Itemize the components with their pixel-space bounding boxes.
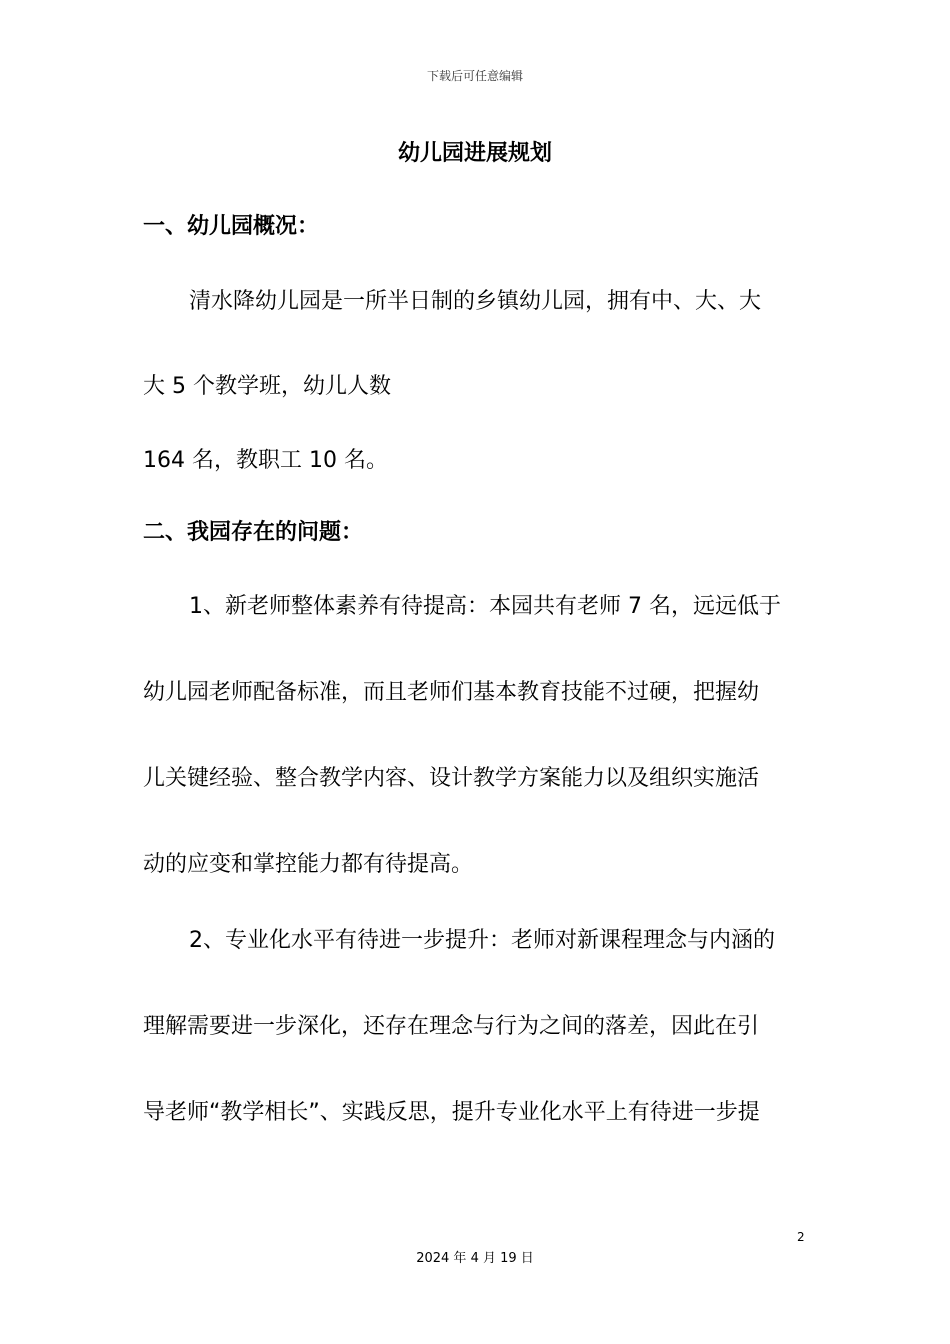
section-heading-problems: 二、我园存在的问题： bbox=[143, 520, 364, 545]
paragraph-line: 大 5 个教学班，幼儿人数 bbox=[143, 374, 391, 399]
section-heading-overview: 一、幼儿园概况： bbox=[143, 214, 320, 239]
paragraph-line: 动的应变和掌控能力都有待提高。 bbox=[143, 852, 474, 877]
paragraph-line: 清水降幼儿园是一所半日制的乡镇幼儿园，拥有中、大、大 bbox=[189, 289, 762, 314]
paragraph-line: 理解需要进一步深化，还存在理念与行为之间的落差，因此在引 bbox=[143, 1014, 760, 1039]
paragraph-line: 2、专业化水平有待进一步提升：老师对新课程理念与内涵的 bbox=[189, 928, 775, 953]
paragraph-line: 幼儿园老师配备标准，而且老师们基本教育技能不过硬，把握幼 bbox=[143, 680, 760, 705]
header-note: 下载后可任意编辑 bbox=[426, 69, 523, 83]
paragraph-line: 儿关键经验、整合教学内容、设计教学方案能力以及组织实施活 bbox=[143, 766, 760, 791]
paragraph-line: 164 名，教职工 10 名。 bbox=[143, 448, 388, 473]
footer-date: 2024 年 4 月 19 日 bbox=[416, 1251, 534, 1266]
paragraph-line: 导老师“教学相长”、实践反思，提升专业化水平上有待进一步提 bbox=[143, 1100, 760, 1125]
document-title: 幼儿园进展规划 bbox=[397, 141, 552, 166]
page-number: 2 bbox=[797, 1230, 805, 1244]
paragraph-line: 1、新老师整体素养有待提高：本园共有老师 7 名，远远低于 bbox=[189, 594, 781, 619]
